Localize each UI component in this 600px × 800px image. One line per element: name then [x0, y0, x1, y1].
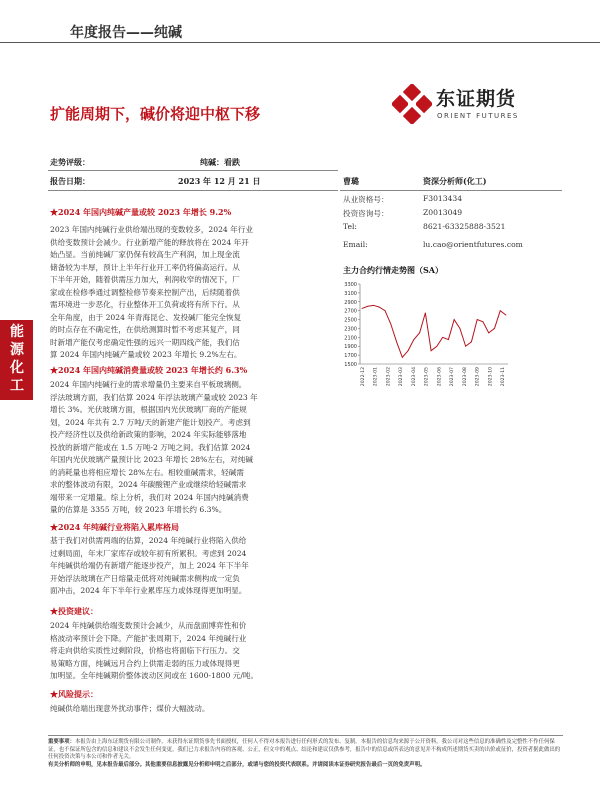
data-point: [373, 305, 374, 306]
x-tick-label: 2023-09: [475, 367, 481, 387]
data-point: [408, 350, 409, 351]
data-point: [488, 332, 489, 333]
section-title: ★投资建议：: [50, 606, 98, 616]
data-point: [465, 346, 466, 347]
analyst-role: 资深分析师(化工): [423, 176, 487, 186]
y-tick-label: 2100: [344, 335, 357, 342]
x-tick-label: 2022-12: [361, 367, 366, 387]
data-point: [483, 321, 484, 322]
analyst-name: 曹璐: [343, 176, 359, 186]
chart-title: 主力合约行情走势图（SA）: [343, 265, 443, 275]
x-tick-label: 2023-01: [373, 367, 379, 387]
y-tick-label: 2300: [344, 326, 357, 333]
section-body: 2024 年纯碱供给端变数预计会减少，从而盘面博弈性和价 格波动率预计会下降。产能扩张周期下，2024 年纯碱行业 将走向供给实质性过剩阶段，价格也将面临下行压力。交 易策略方面，纯碱远月合约上供需走弱的压力或体现得更 加明显。全年纯碱期价整体波动区间或在 1600-1800 元/吨。: [50, 621, 259, 680]
section-body: 2024 年国内纯碱行业的需求增量仍主要来自平板玻璃侧。 浮法玻璃方面，我们估算 2024 年浮法玻璃产量或较 2023 年 增长 3%。光伏玻璃方面，根据国内光伏玻璃厂商的产能规 划，2024 年共有 2.7 万吨/天的新建产能计划投产。考虑到 投产经济性以及供给新政策的影响，2024 年实际能够落地 投放的新增产能或在 1.5 万吨-2 万吨之间。我们估算 2024 年国内光伏玻璃产量预计比 2023 年增长 28%左右，对纯碱 的消耗量也将相应增长 28%左右。相较重碱需求，轻碱需 求的整体波动有限，2024 年碳酸锂产业或继续给轻碱需求 端带来一定增量。综上分析，我们对 2024 年国内纯碱消费 量的估算是 3355 万吨，较 2023 年增长约 6.3%。: [50, 380, 258, 514]
disclaimer: [48, 739, 563, 769]
meta-divider: [48, 190, 338, 191]
analyst-field-value: F3013434: [423, 194, 463, 203]
data-point: [471, 341, 472, 342]
data-point: [396, 341, 397, 342]
data-point: [460, 328, 461, 329]
data-point: [442, 337, 443, 338]
analyst-field-label: 投资咨询号：: [343, 209, 389, 218]
analyst-field-value: 8621-63325888-3521: [423, 222, 506, 231]
price-trend-chart: [338, 278, 513, 390]
x-tick-label: 2023-06: [437, 367, 443, 387]
data-point: [390, 324, 391, 325]
y-tick-label: 1500: [344, 362, 357, 368]
section-title: ★2024 年国内纯碱产量或较 2023 年增长 9.2%: [50, 207, 232, 217]
y-tick-label: 1700: [344, 353, 357, 360]
logo-mark-icon: [392, 84, 432, 124]
footer-divider: [48, 735, 563, 736]
disclaimer-text: 本报告由上海东证期货有限公司制作。未获得东证期货事先书面授权，任何人不得对本报告进行任何形式的发布、复制。本报告的信息均来源于公开资料，我公司对这些信息的准确性及完整性不作任何保证，也不保证所包含的信息和建议不会发生任何变更。我们已力求报告内容的客观、公正，但文中的观点、结论和建议仅供参考，报告中的信息或所表达的意见并不构成所述期货买卖的出价或征价，投资者据此做出的任何投资决策与本公司和作者无关。: [48, 739, 561, 761]
disclaimer-label: 重要事项：: [48, 739, 75, 745]
data-point: [419, 332, 420, 333]
series-line: [362, 305, 506, 357]
x-tick-label: 2023-05: [424, 367, 430, 387]
data-point: [506, 315, 507, 316]
data-point: [494, 328, 495, 329]
analyst-field-label: Email:: [343, 240, 368, 249]
x-tick-label: 2023-10: [488, 367, 494, 387]
data-point: [431, 350, 432, 351]
rating-value: 纯碱：看跌: [200, 157, 240, 167]
data-point: [454, 319, 455, 320]
data-point: [425, 312, 426, 313]
x-tick-label: 2023-11: [501, 367, 506, 387]
analyst-field-label: 从业资格号：: [343, 195, 389, 204]
data-point: [402, 357, 403, 358]
section-body: 基于我们对供需两端的估算，2024 年纯碱行业将陷入供给 过剩局面，年末厂家库存或较年初有所累积。考虑到 2024 年纯碱供给端仍有新增产能逐步投产，加上 2024 年下半年 开始浮法玻璃在产日熔量走低将对纯碱需求侧构成一定负 面冲击，2024 年下半年行业累库压力或体现得更加明显。: [50, 536, 249, 595]
y-tick-label: 3300: [344, 282, 357, 288]
data-point: [448, 339, 449, 340]
data-point: [362, 308, 363, 309]
report-headline: 扩能周期下，碱价将迎中枢下移: [50, 105, 261, 123]
date-value: 2023 年 12 月 21 日: [178, 176, 261, 186]
x-tick-label: 2023-03: [399, 367, 405, 387]
analyst-email-link[interactable]: lu.cao@orientfutures.com: [423, 240, 523, 249]
section-body: 纯碱供给端出现意外扰动事件；煤价大幅波动。: [50, 704, 210, 713]
y-tick-label: 1900: [344, 344, 357, 351]
y-tick-label: 2900: [344, 299, 357, 306]
data-point: [436, 346, 437, 347]
x-tick-label: 2023-08: [462, 367, 468, 387]
category-label: 能源化工: [10, 324, 24, 394]
section-title: ★2024 年国内纯碱消费量或较 2023 年增长约 6.3%: [50, 365, 248, 375]
x-tick-label: 2023-04: [411, 367, 417, 387]
y-tick-label: 2700: [344, 308, 357, 315]
data-point: [385, 310, 386, 311]
data-point: [477, 319, 478, 320]
logo-name-en: ORIENT FUTURES: [437, 112, 519, 120]
meta-divider: [48, 170, 338, 171]
analyst-field-label: Tel:: [343, 222, 357, 231]
data-point: [413, 339, 414, 340]
data-point: [500, 310, 501, 311]
logo-name-cn: 东证期货: [436, 88, 517, 110]
data-point: [367, 306, 368, 307]
date-label: 报告日期：: [50, 176, 90, 186]
orient-futures-logo: [392, 82, 542, 132]
data-point: [379, 307, 380, 308]
disclaimer-tail: 有关分析师的申明，见本报告最后部分。其他重要信息披露见分析师申明之后部分，或请与您的投资代表联系。并请阅读本证券研究报告最后一页的免责声明。: [48, 761, 426, 768]
analyst-divider: [340, 190, 562, 191]
y-tick-label: 3100: [344, 290, 357, 297]
report-type-title: 年度报告——纯碱: [70, 25, 182, 41]
section-title: ★2024 年纯碱行业将陷入累库格局: [50, 522, 180, 532]
rating-label: 走势评级：: [50, 157, 90, 167]
x-tick-label: 2023-02: [386, 367, 392, 387]
section-body: 2023 年国内纯碱行业供给端出现的变数较多，2024 年行业 供给变数预计会减少。行业新增产能的释放将在 2024 年开 始凸显。当前纯碱厂家仍保有较高生产利润，加上现金流 储备较为丰厚，预计上半年行业开工率仍将偏高运行。从 下半年开始，随着供需压力加大，利润收窄的情况下，厂 家或在检修季通过调整检修节奏来控制产出，后续随着供 需环境进一步恶化，行业整体开工负荷或将有所下行。从 全年角度，由于 2024 年青海昆仑、发投碱厂能完全恢复 的时点存在不确定性，在供给测算时暂不考虑其复产，同 时新增产能仅考虑确定性强的远兴一期四线产能，我们估 算 2024 年国内纯碱产量或较 2023 年增长 9.2%左右。: [50, 225, 253, 359]
x-tick-label: 2023-07: [450, 367, 456, 387]
analyst-field-value: Z0013049: [423, 208, 463, 217]
header-divider: [0, 42, 600, 43]
y-tick-label: 2500: [344, 317, 357, 324]
section-title: ★风险提示：: [50, 689, 98, 699]
